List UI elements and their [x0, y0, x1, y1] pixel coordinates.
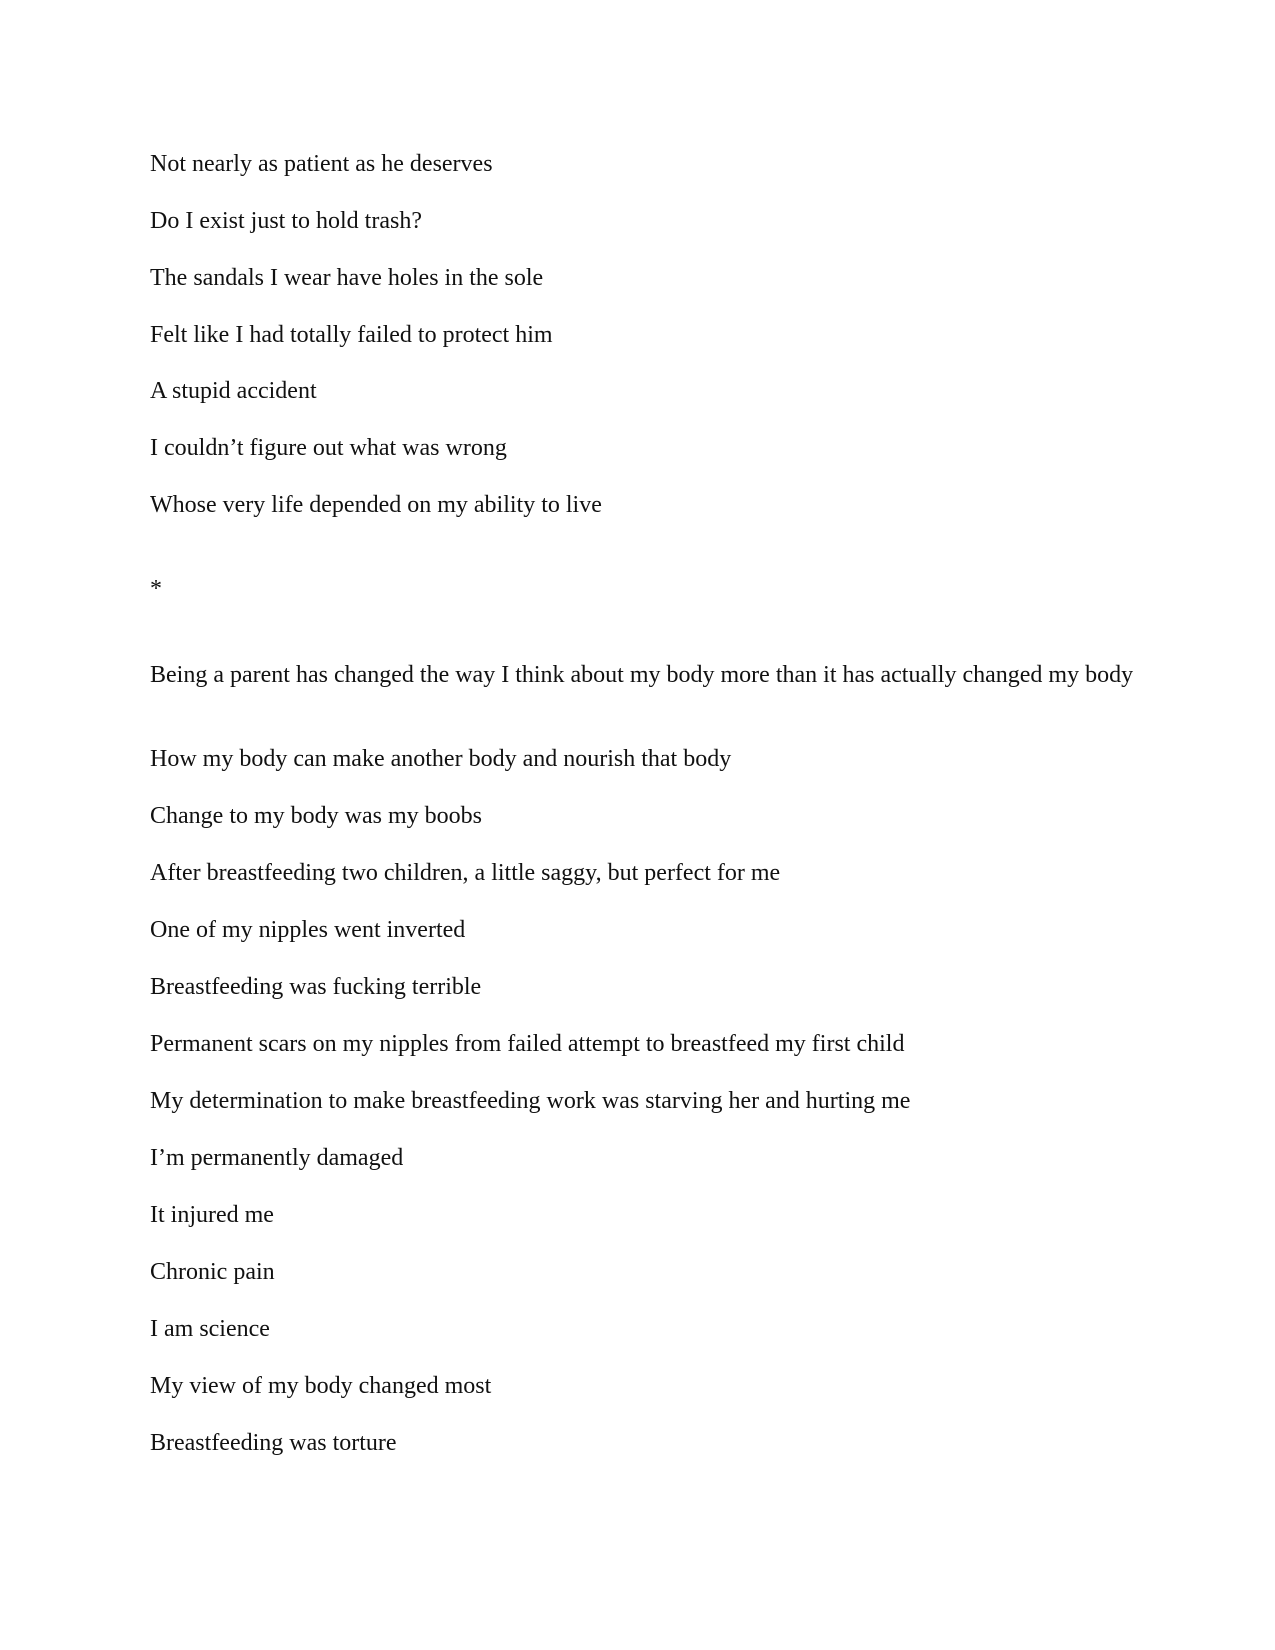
text-line: Not nearly as patient as he deserves [150, 151, 493, 177]
text-line: I’m permanently damaged [150, 1145, 404, 1171]
text-line: Breastfeeding was torture [150, 1430, 397, 1456]
text-line: Do I exist just to hold trash? [150, 208, 422, 234]
text-line: It injured me [150, 1202, 274, 1228]
text-line: Permanent scars on my nipples from failed attempt to breastfeed my first child [150, 1031, 905, 1057]
text-line: Felt like I had totally failed to protect him [150, 322, 553, 348]
text-line: I couldn’t figure out what was wrong [150, 435, 507, 461]
text-line: The sandals I wear have holes in the sole [150, 265, 544, 291]
text-line: My view of my body changed most [150, 1373, 492, 1399]
text-line: After breastfeeding two children, a little saggy, but perfect for me [150, 860, 781, 886]
text-line: A stupid accident [150, 378, 317, 404]
text-line: Breastfeeding was fucking terrible [150, 974, 482, 1000]
section-separator: * [150, 576, 162, 602]
text-line: One of my nipples went inverted [150, 917, 466, 943]
text-line: Chronic pain [150, 1259, 275, 1285]
text-line: Whose very life depended on my ability to live [150, 492, 602, 518]
text-line: My determination to make breastfeeding work was starving her and hurting me [150, 1088, 911, 1114]
text-line: Change to my body was my boobs [150, 803, 482, 829]
text-line: I am science [150, 1316, 270, 1342]
text-line: Being a parent has changed the way I think about my body more than it has actually changed my body [150, 662, 1134, 688]
text-line: How my body can make another body and nourish that body [150, 746, 732, 772]
